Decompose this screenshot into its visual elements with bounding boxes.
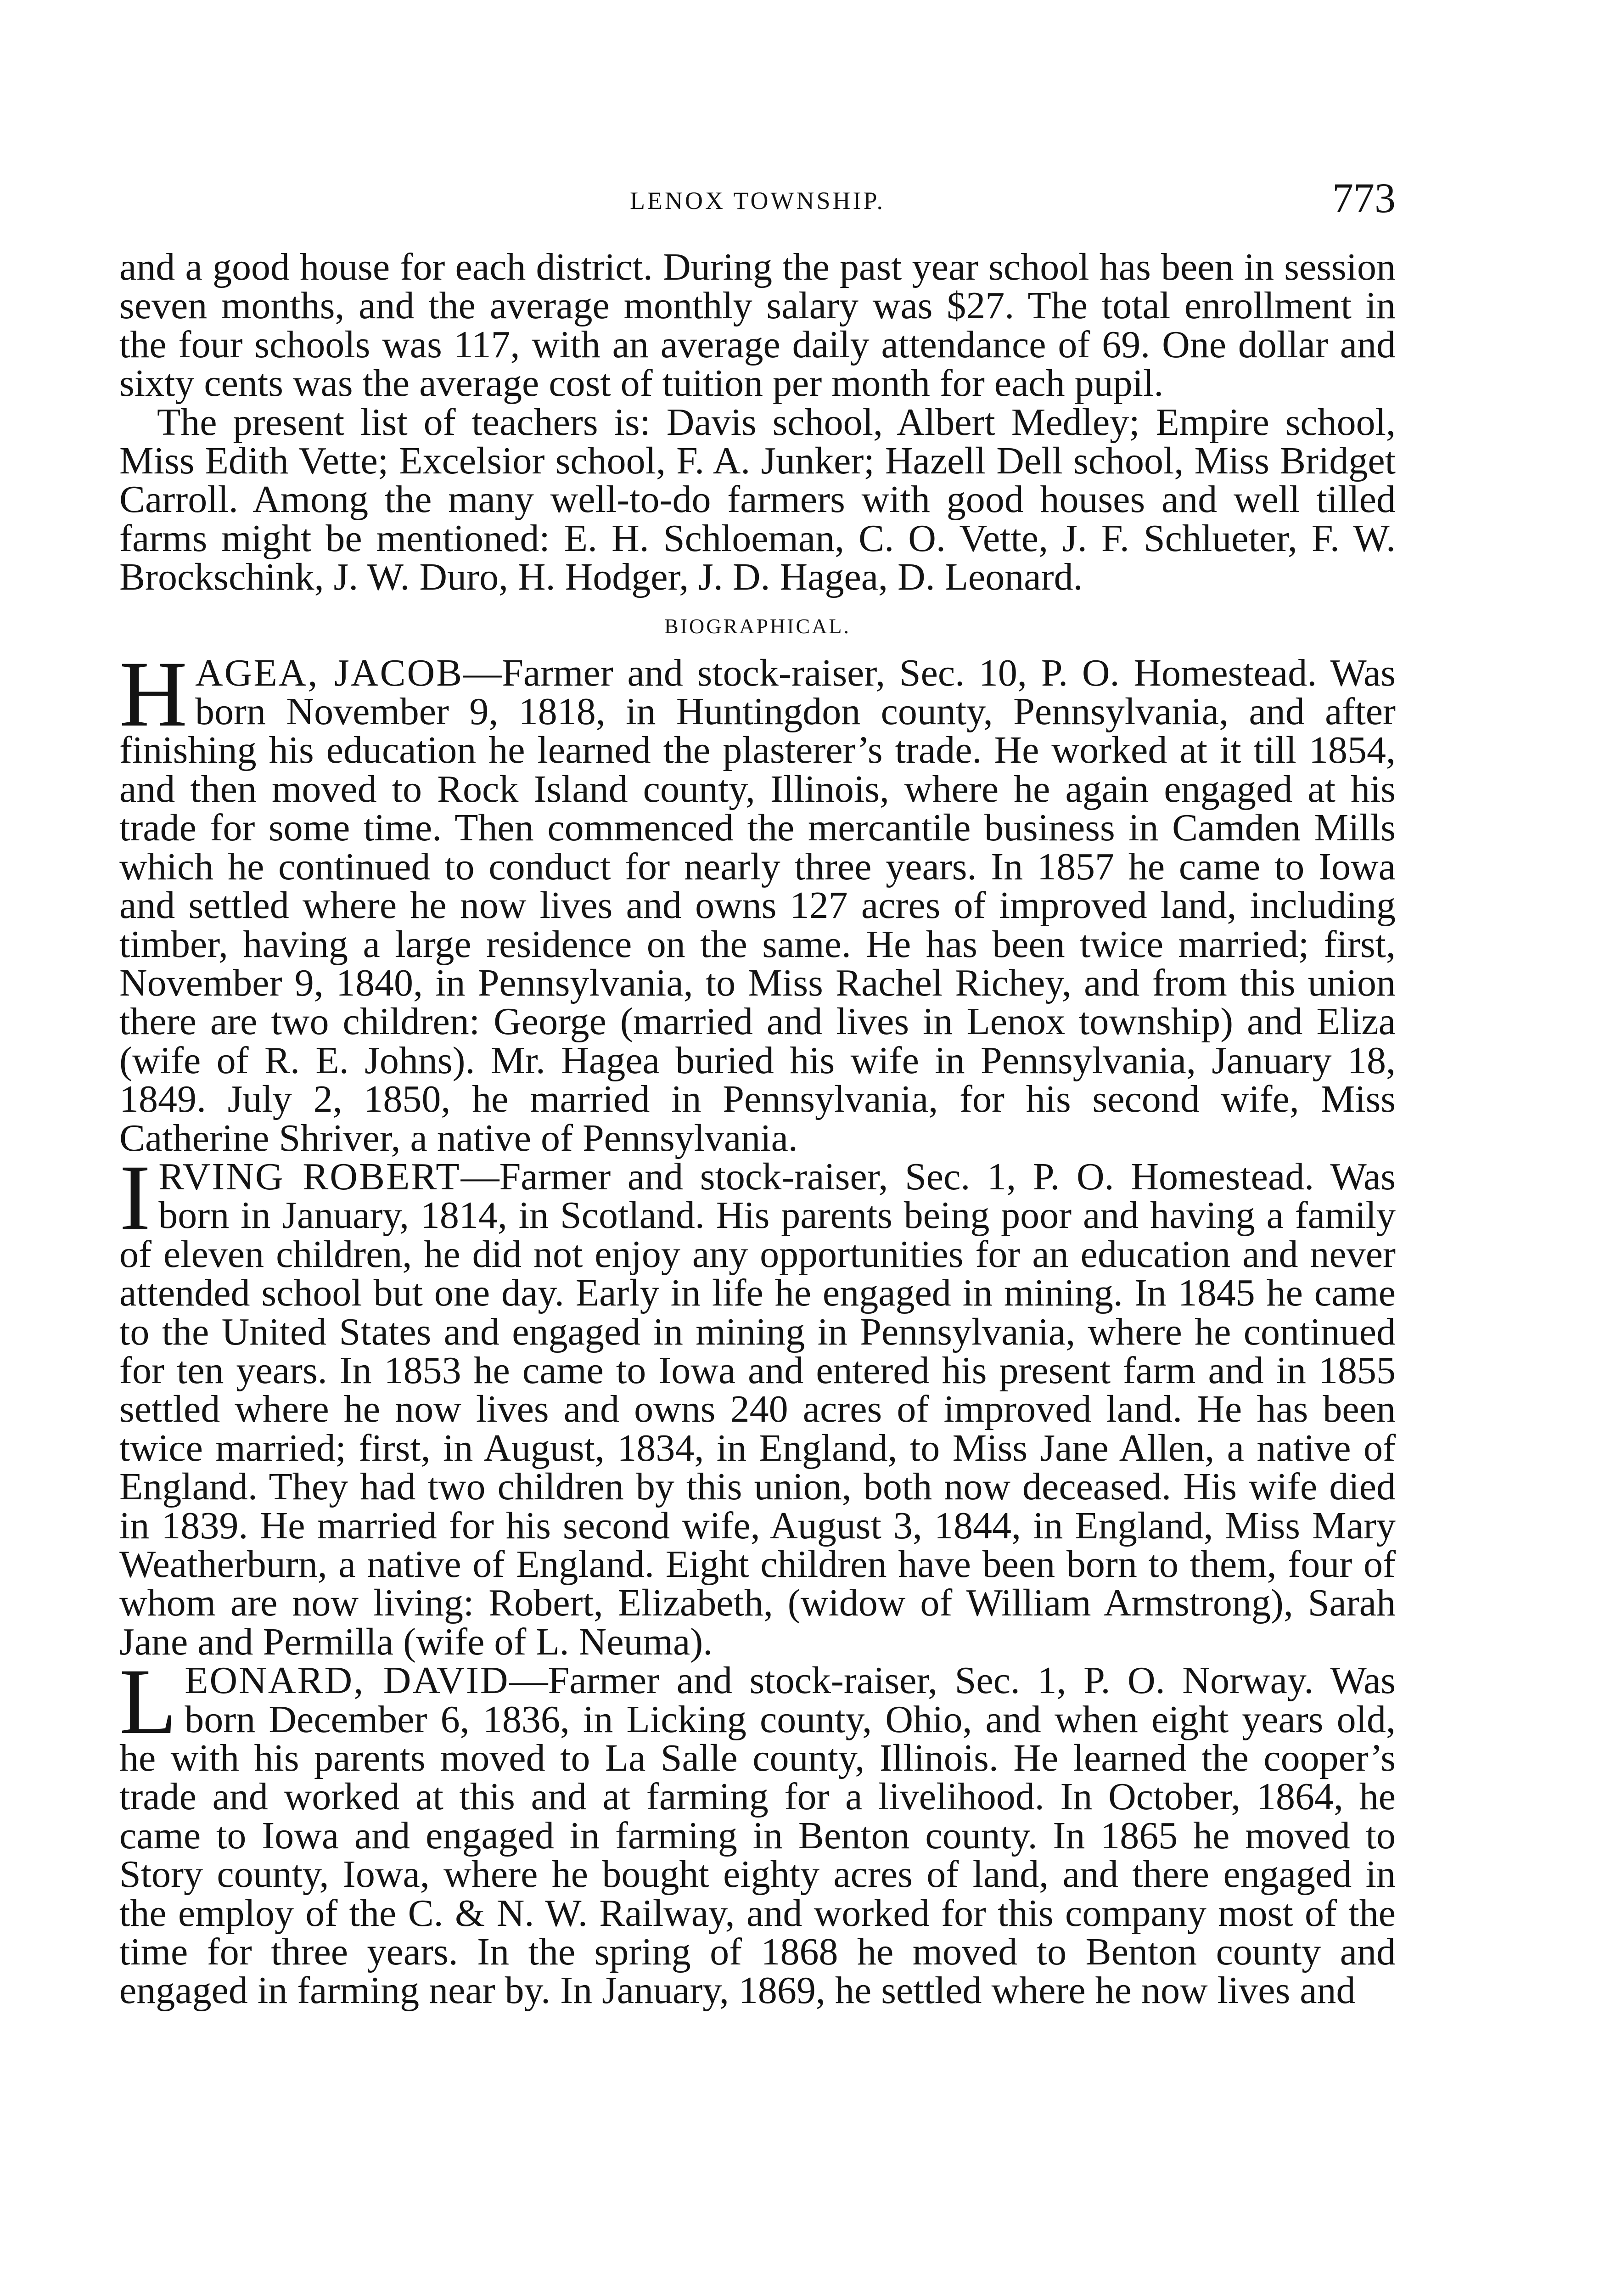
biography-entry-irving [119,1145,1396,1663]
running-title: LENOX TOWNSHIP. [629,187,886,214]
entry-text: —Farmer and stock-raiser, Sec. 10, P. O. Homestead. Was born November 9, 1818, in Huntingdon county, Pennsylvania, and after finishing his education he learned the plasterer’s trade. He worked at it till 1854, and then moved to Rock Island county, Illinois, where he again engaged at his trade for some time. Then commenced the mercantile business in Camden Mills which he continued to conduct for nearly three years. In 1857 he came to Iowa and settled where he now lives and owns 127 acres of improved land, including timber, having a large residence on the same. He has been twice married; first, November 9, 1840, in Pennsylvania, to Miss Rachel Richey, and from this union there are two children: George (married and lives in Lenox township) and Eliza (wife of R. E. Johns). Mr. Hagea buried his wife in Pennsylvania, January 18, 1849. July 2, 1850, he married in Pennsylvania, for his second wife, Miss Catherine Shriver, a native of Pennsylvania. [119,651,1396,1159]
entry-name: IRVING ROBERT [119,1145,461,1250]
entry-text: —Farmer and stock-raiser, Sec. 1, P. O. Norway. Was born December 6, 1836, in Licking county, Ohio, and when eight years old, he with his parents moved to La Salle county, Illinois. He learned the cooper’s trade and worked at this and at farming for a livelihood. In October, 1864, he came to Iowa and engaged in farming in Benton county. In 1865 he moved to Story county, Iowa, where he bought eighty acres of land, and there engaged in the employ of the C. & N. W. Railway, and worked for this company most of the time for three years. In the spring of 1868 he moved to Benton county and engaged in farming near by. In January, 1869, he settled where he now lives and [119,1659,1396,2012]
entry-name: HAGEA, JACOB [119,642,464,746]
page-number: 773 [1332,174,1396,221]
entry-text: —Farmer and stock-raiser, Sec. 1, P. O. Homestead. Was born in January, 1814, in Scotland. His parents being poor and having a family of eleven children, he did not enjoy any opportunities for an education and never attended school but one day. Early in life he engaged in mining. In 1845 he came to the United States and engaged in mining in Pennsylvania, where he continued for ten years. In 1853 he came to Iowa and entered his present farm and in 1855 settled where he now lives and owns 240 acres of improved land. He has been twice married; first, in August, 1834, in England, to Miss Jane Allen, a native of England. They had two children by this union, both now deceased. His wife died in 1839. He married for his second wife, August 3, 1844, in England, Miss Mary Weatherburn, a native of England. Eight children have been born to them, four of whom are now living: Robert, Elizabeth, (widow of William Armstrong), Sarah Jane and Permilla (wife of L. Neuma). [119,1155,1396,1663]
page-body [119,248,1396,2010]
biography-entry-leonard [119,1649,1396,2012]
section-heading-biographical: BIOGRAPHICAL. [664,614,851,638]
biography-entry-hagea [119,642,1396,1159]
paragraph-teachers: The present list of teachers is: Davis school, Albert Medley; Empire school, Miss Edith Vette; Excelsior school, F. A. Junker; Hazell Dell school, Miss Bridget Carroll. Among the many well-to-do farmers with good houses and well tilled farms might be mentioned: E. H. Schloeman, C. O. Vette, J. F. Schlueter, F. W. Brockschink, J. W. Duro, H. Hodger, J. D. Hagea, D. Leonard. [119,400,1396,599]
paragraph-schools: and a good house for each district. During the past year school has been in session seven months, and the average monthly salary was $27. The total enrollment in the four schools was 117, with an average daily attendance of 69. One dollar and sixty cents was the average cost of tuition per month for each pupil. [119,246,1396,405]
running-head [119,174,1396,229]
entry-name: LEONARD, DAVID [119,1649,510,1754]
